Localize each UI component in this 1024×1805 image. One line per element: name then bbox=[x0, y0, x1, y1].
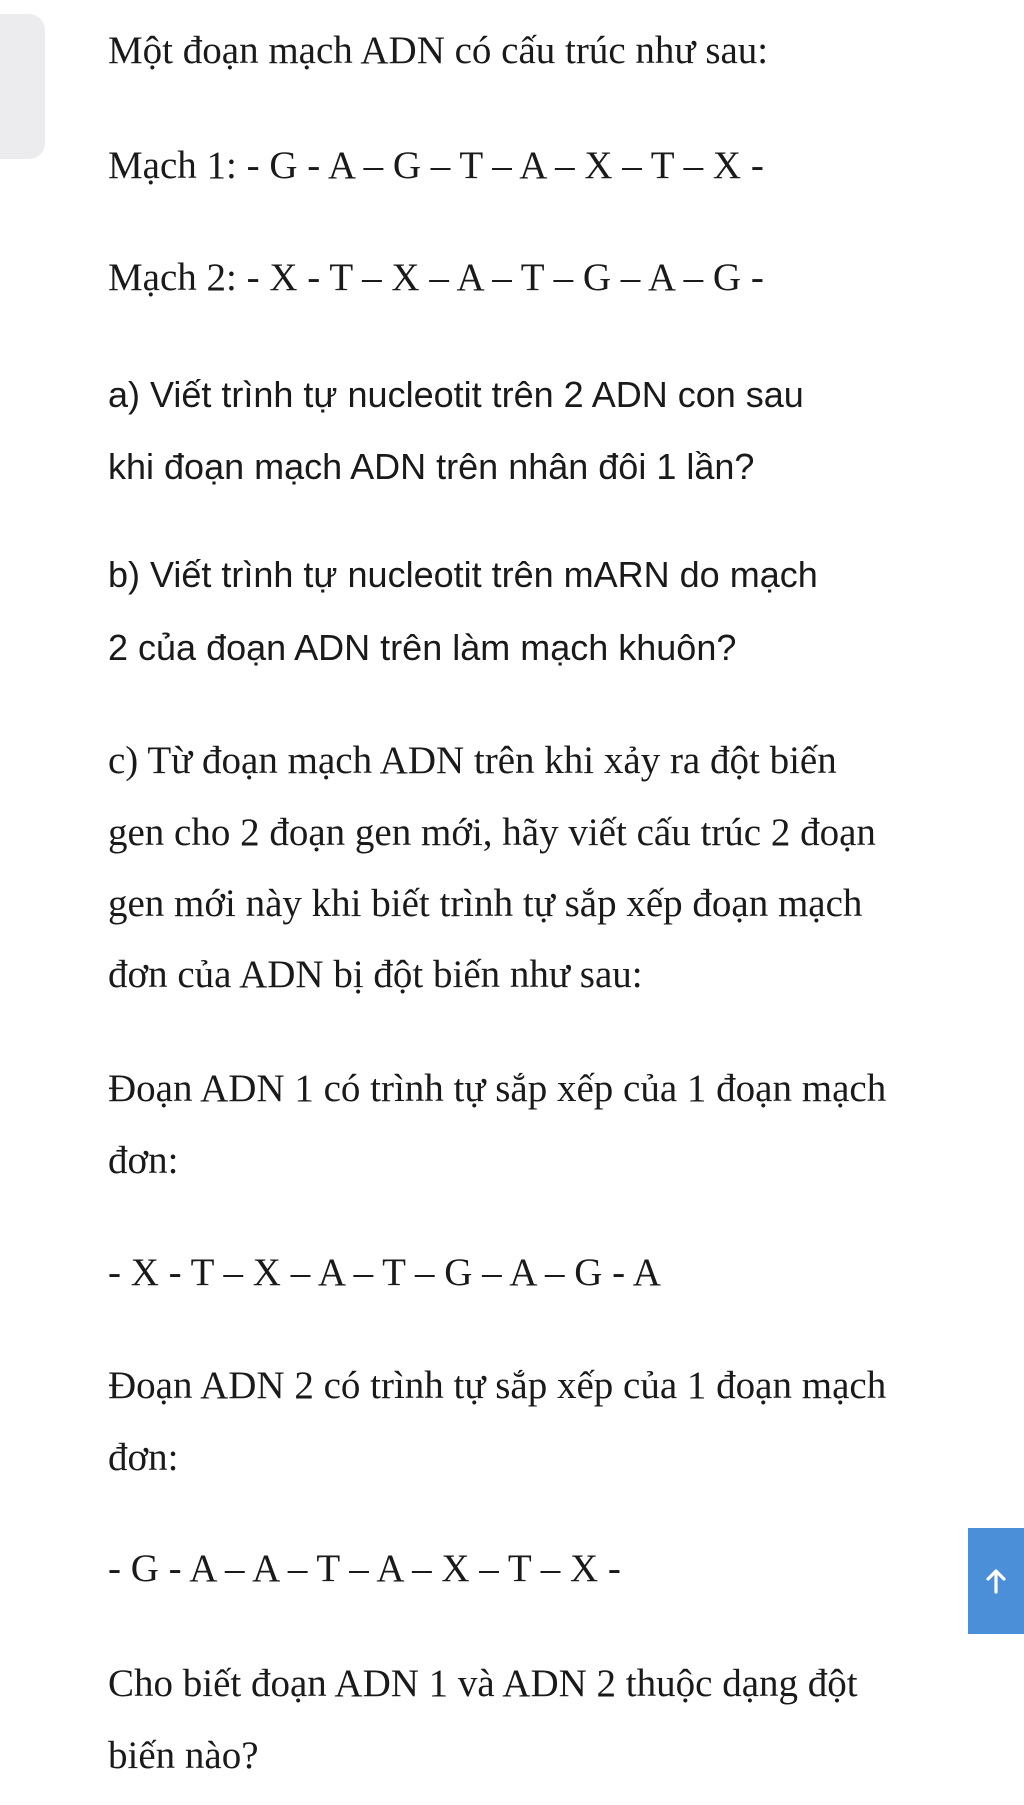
segment-1-intro-line-2: đơn: bbox=[108, 1139, 179, 1182]
segment-2-intro-line-1: Đoạn ADN 2 có trình tự sắp xếp của 1 đoạn mạch bbox=[108, 1364, 887, 1407]
segment-2-intro-line-2: đơn: bbox=[108, 1436, 179, 1479]
segment-1-sequence: - X - T – X – A – T – G – A – G - A bbox=[108, 1251, 661, 1294]
arrow-up-icon bbox=[985, 1568, 1007, 1594]
question-c-line-1: c) Từ đoạn mạch ADN trên khi xảy ra đột biến bbox=[108, 739, 837, 782]
question-c-line-2: gen cho 2 đoạn gen mới, hãy viết cấu trúc 2 đoạn bbox=[108, 811, 876, 854]
question-b-line-2: 2 của đoạn ADN trên làm mạch khuôn? bbox=[108, 627, 737, 668]
question-a-line-1: a) Viết trình tự nucleotit trên 2 ADN con sau bbox=[108, 374, 804, 415]
scroll-to-top-button[interactable] bbox=[968, 1528, 1024, 1634]
question-c-line-4: đơn của ADN bị đột biến như sau: bbox=[108, 953, 643, 996]
segment-1-intro-line-1: Đoạn ADN 1 có trình tự sắp xếp của 1 đoạn mạch bbox=[108, 1067, 887, 1110]
strand-2: Mạch 2: - X - T – X – A – T – G – A – G - bbox=[108, 256, 764, 299]
segment-2-sequence: - G - A – A – T – A – X – T – X - bbox=[108, 1547, 621, 1590]
side-tab[interactable] bbox=[0, 14, 45, 159]
question-a-line-2: khi đoạn mạch ADN trên nhân đôi 1 lần? bbox=[108, 446, 755, 487]
strand-1: Mạch 1: - G - A – G – T – A – X – T – X - bbox=[108, 144, 764, 187]
question-c-line-3: gen mới này khi biết trình tự sắp xếp đoạn mạch bbox=[108, 882, 863, 925]
final-question-line-2: biến nào? bbox=[108, 1734, 259, 1777]
question-b-line-1: b) Viết trình tự nucleotit trên mARN do mạch bbox=[108, 554, 818, 595]
final-question-line-1: Cho biết đoạn ADN 1 và ADN 2 thuộc dạng đột bbox=[108, 1662, 858, 1705]
intro-text: Một đoạn mạch ADN có cấu trúc như sau: bbox=[108, 29, 769, 72]
